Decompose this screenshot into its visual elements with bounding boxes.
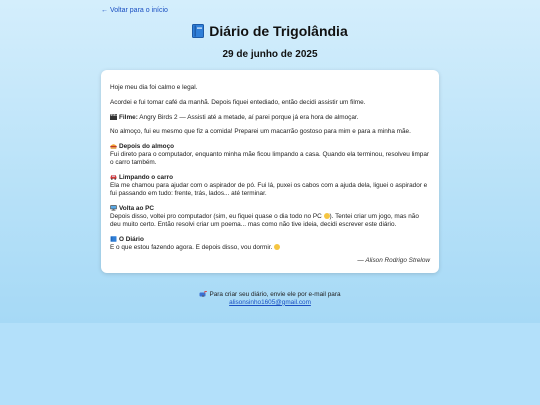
section-text: Fui direto para o computador, enquanto minha mãe ficou limpando a casa. Quando ela terminou, resolveu limpar o carro também. xyxy=(110,151,430,167)
page-title xyxy=(0,23,540,39)
section-heading xyxy=(110,236,430,244)
footer-line xyxy=(0,291,540,299)
entry-intro: Hoje meu dia foi calmo e legal. xyxy=(110,84,198,91)
movie-label: Filme: xyxy=(119,113,138,121)
section-the-diary xyxy=(110,236,430,252)
section-heading xyxy=(110,174,430,182)
movie-text: Angry Birds 2 — Assisti até a metade, aí parei porque já era hora de almoçar. xyxy=(137,113,359,121)
section-heading xyxy=(110,205,430,213)
signature: — Alison Rodrigo Strelow xyxy=(357,256,430,264)
page-title-text: Diário de Trigolândia xyxy=(209,23,348,39)
section-back-to-pc xyxy=(110,205,430,229)
section-title: Limpando o carro xyxy=(119,174,173,182)
computer-icon xyxy=(110,205,117,211)
section-title: O Diário xyxy=(119,236,144,244)
footer-text: Para criar seu diário, envie ele por e-mail para xyxy=(209,291,341,298)
car-icon xyxy=(110,174,117,180)
section-title: Volta ao PC xyxy=(119,205,155,213)
entry-date: 29 de junho de 2025 xyxy=(222,49,318,60)
diary-entry-card xyxy=(101,70,439,273)
footer-email-link[interactable]: alisonsinho1605@gmail.com xyxy=(229,298,311,306)
page-bottom-area xyxy=(0,323,540,405)
book-icon xyxy=(192,24,204,38)
section-title: Depois do almoço xyxy=(119,143,175,151)
entry-paragraph-movie xyxy=(110,114,430,122)
sleepy-face-emoji-icon xyxy=(274,244,280,250)
entry-paragraph-breakfast: Acordei e fui tomar café da manhã. Depois fiquei entediado, então decidi assistir um filme. xyxy=(110,98,366,106)
section-text: E o que estou fazendo agora. E depois disso, vou dormir. xyxy=(110,244,275,252)
section-text: Ela me chamou para ajudar com o aspirador de pó. Fui lá, puxei os cabos com a ajuda dela, liguei o aspirador e fui passando em tudo: frente, trás, lados... até terminar. xyxy=(110,182,428,198)
clapperboard-icon xyxy=(110,114,117,120)
mailbox-icon xyxy=(199,291,207,297)
entry-paragraph-lunch: No almoço, fui eu mesmo que fiz a comida! Preparei um macarrão gostoso para mim e para a minha mãe. xyxy=(110,128,411,136)
footer xyxy=(0,291,540,307)
section-text-end: ). Tentei criar um jogo, mas não deu muito certo. Então resolvi criar um poema... mas como não tive ideia, decidi escrever este diário. xyxy=(110,213,419,229)
section-after-lunch xyxy=(110,143,430,167)
back-to-home-link[interactable]: ← Voltar para o início xyxy=(101,7,168,14)
section-cleaning-car xyxy=(110,174,430,198)
section-heading xyxy=(110,143,430,151)
section-text-start: Depois disso, voltei pro computador (sim, eu fiquei quase o dia todo no PC xyxy=(110,213,324,221)
book-icon xyxy=(110,236,117,242)
lunch-icon xyxy=(110,143,117,149)
